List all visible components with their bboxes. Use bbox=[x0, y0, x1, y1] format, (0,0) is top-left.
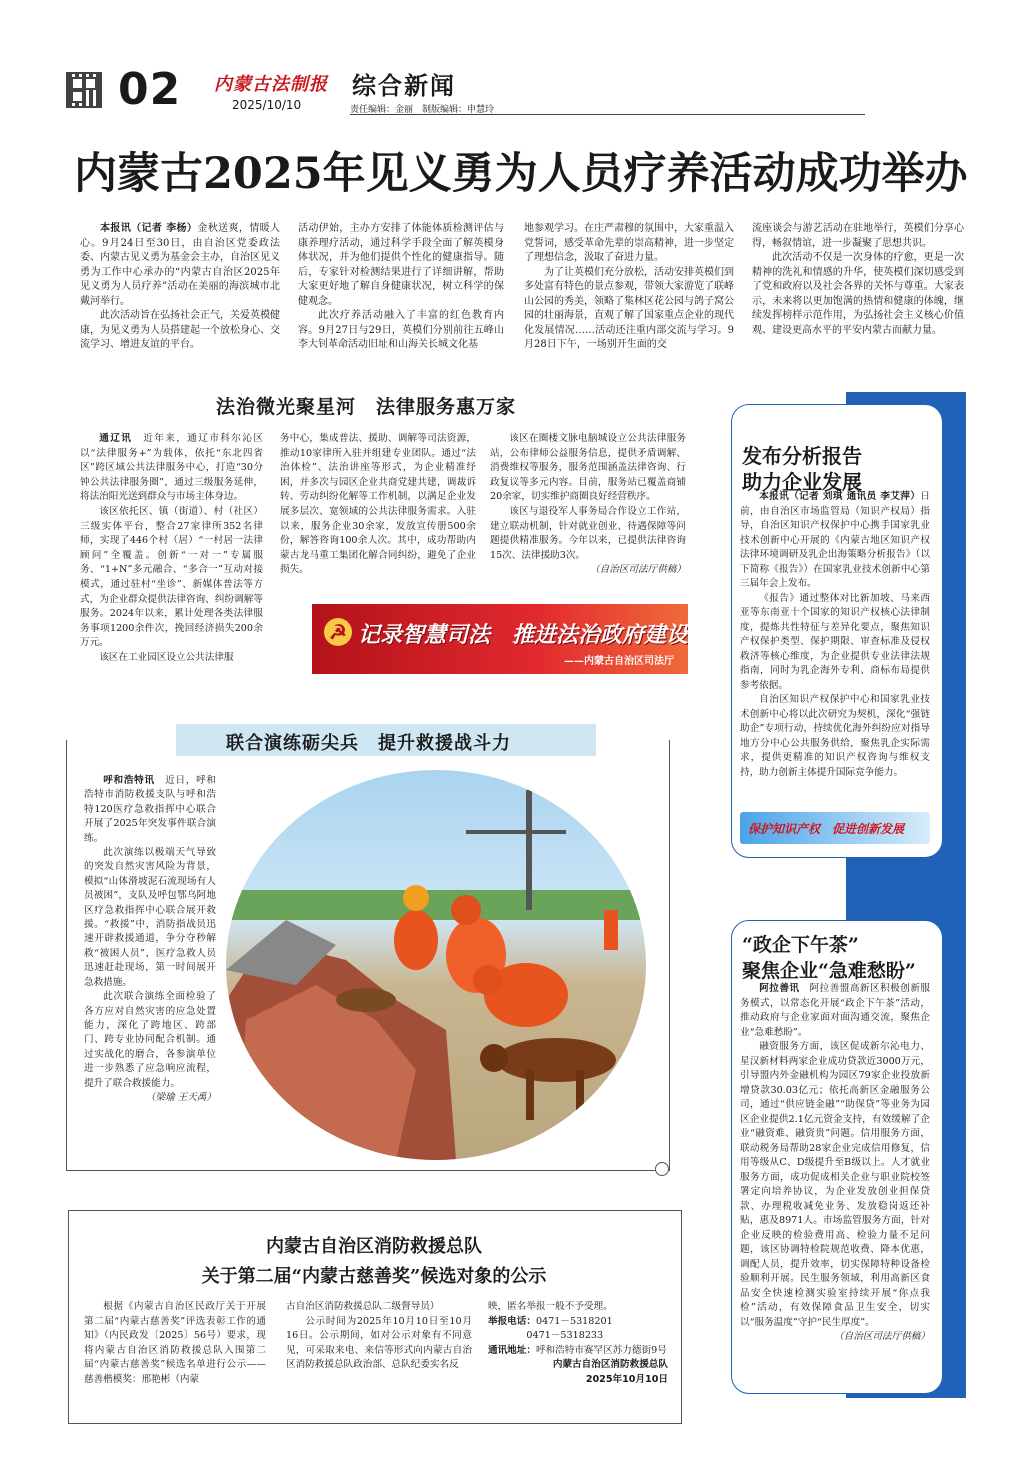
rescue-photo bbox=[226, 770, 646, 1160]
main-story-col1: 本报讯（记者 李杨）金秋送爽，情暖人心。9月24日至30日，由自治区党委政法委、内蒙古见义勇为基金会主办，自治区见义勇为工作中心承办的“内蒙古自治区2025年见义勇为人员疗养”活动在美丽的海滨城市北戴河举行。 此次活动旨在弘扬社会正气，关爱英模健康，为见义勇为人员搭建起一个放松身心、交流学习、增进友谊的平台。 bbox=[80, 223, 281, 350]
main-lead-label: 本报讯（记者 李杨） bbox=[100, 223, 198, 234]
masthead-rule bbox=[350, 114, 865, 115]
frame-knob-icon bbox=[655, 1162, 669, 1176]
tea-headline-2: 聚焦企业“急难愁盼” bbox=[742, 960, 916, 982]
report-headline-1: 发布分析报告 bbox=[742, 444, 862, 468]
law-headline: 法治微光聚星河 法律服务惠万家 bbox=[216, 396, 517, 418]
notice-phone-1: 0471－5318201 bbox=[535, 1315, 613, 1327]
report-text: 本报讯（记者 刘琪 通讯员 李艾萍）日前，由自治区市场监管局（知识产权局）指导，自治区知识产权保护中心携手国家乳业技术创新中心开展的《内蒙古地区知识产权法律环境调研及乳企出海策略分析报告》（以下简称《报告》）在国家乳业技术创新中心第三届年会上发布。 《报告》通过整体对比新加坡、马来西亚等东南亚十个国家的知识产权核心法律制度，提炼共性特征与差异化要点，聚焦知识产权保护类型、保护期限、审查标准及侵权救济等核心维度，为企业提供专业法律法规指南，同时为乳企海外专利、商标布局提供参考依据。 自治区知识产权保护中心和国家乳业技术创新中心将以此次研究为契机，深化“强链助企”专项行动，持续优化海外纠纷应对指导地方分中心公共服务供给，聚焦乳企实际需求，提供更精准的知识产权咨询与维权支持，助力创新主体提升国际竞争能力。 bbox=[740, 491, 930, 778]
law-col2: 务中心，集成普法、援助、调解等司法资源，推动10家律所入驻并组建专业团队。通过“法治体检”、法治讲座等形式，为企业精准纾困，并多次与园区企业共商党建共建，调裁诉转、劳动纠纷化解等工作机制，以满足企业发展多层次、宽领域的公共法律服务需求。入驻以来，服务企业30余家，发放宣传册500余份，解答咨询100余人次。其中，成功帮助内蒙古龙马重工集团化解合同纠纷，避免了企业损失。 bbox=[280, 433, 476, 576]
rescue-scene bbox=[226, 770, 646, 1160]
rescue-signature: （梁瑜 王天禹） bbox=[145, 1091, 216, 1103]
notice-address: 呼和浩特市赛罕区苏力德街9号 bbox=[535, 1344, 667, 1356]
rescue-text: 呼和浩特讯 近日，呼和浩特市消防救援支队与呼和浩特120医疗急救指挥中心联合开展了2025年突发事件联合演练。 此次演练以极端天气导致的突发自然灾害风险为背景，模拟“山体滑坡泥石流现场有人员被困”，支队及呼包鄂乌阿地区疗急救指挥中心联合展开救援。“救援”中，消防指战员迅速开辟救援通道，争分夺秒解救“被困人员”，医疗急救人员迅速赶赴现场，第一时间展开急救措施。 此次联合演练全面检验了各方应对自然灾害的应急处置能力，深化了跨地区、跨部门、跨专业协同配合机制。通过实战化的磨合，各参演单位进一步熟悉了应急响应流程，提升了联合救援能力。 （梁瑜 王天禹） bbox=[84, 774, 216, 1105]
law-signature: （自治区司法厅供稿） bbox=[590, 564, 686, 576]
notice-col2: 古自治区消防救援总队二级督导员） 公示时间为2025年10月10日至10月16日。公示期间，如对公示对象有不同意见，可采取来电、来信等形式向内蒙古自治区消防救援总队政治部、总队纪委实名反 bbox=[286, 1301, 472, 1371]
main-story-col4: 流座谈会与游艺活动在驻地举行，英模们分享心得，畅叙情谊，进一步凝聚了思想共识。 此次活动不仅是一次身体的疗愈，更是一次精神的洗礼和情感的升华，使英模们深切感受到了党和政府以及社会各界的关怀与尊重。大家表示，未来将以更加饱满的热情和健康的体魄，继续发挥榜样示范作用，为弘扬社会主义核心价值观、建设更高水平的平安内蒙古而献力量。 bbox=[752, 223, 964, 336]
report-banner-text: 保护知识产权 促进创新发展 bbox=[748, 822, 905, 836]
main-story-col2: 活动伊始，主办方安排了体能体质检测评估与康养理疗活动，通过科学手段全面了解英模身体状况，并为他们提供个性化的健康指导。随后，专家针对检测结果进行了详细讲解，帮助大家更好地了解自身健康状况，树立科学的保健观念。 此次疗养活动融入了丰富的红色教育内容。9月27日与29日，英模们分别前往五峰山李大钊革命活动旧址和山海关长城文化基 bbox=[298, 223, 504, 350]
tea-text: 阿拉善讯 阿拉善盟高新区积极创新服务模式，以常态化开展“政企下午茶”活动，推动政府与企业家面对面沟通交流，聚焦企业“急难愁盼”。 融资服务方面，该区促成新尔沁电力、星汉新材料两家企业成功贷款近3000万元，引导盟内外金融机构为园区79家企业投放新增贷款30.03亿元；依托高新区金融服务公司，通过“供应链金融”“助保贷”等业务为园区企业提供2.1亿元资金支持，有效缓解了企业“融资难、融资贵”问题。信用服务方面，联动税务局帮助28家企业完成信用修复，信用等级从C、D级提升至B级以上。人才就业服务方面，成功促成相关企业与职业院校签署定向培养协议，为企业发放创业担保贷款、办理税收减免业务、发放稳岗返还补贴，惠及8971人。市场监管服务方面，针对企业反映的检验费用高、检验力量不足问题，该区协调特检院规范收费、降本优惠，调配人员，提升效率，切实保障特种设备检验顺利开展。民生服务领域，利用高新区食品安全快速检测实验室持续开展“你点我检”活动，有效保障食品卫生安全，切实以“服务温度”守护“民生厚度”。 （自治区司法厅供稿） bbox=[740, 982, 930, 1345]
law-banner-sub: ——内蒙古自治区司法厅 bbox=[564, 656, 674, 667]
paper-name-logo: 内蒙古法制报 bbox=[214, 74, 328, 95]
party-emblem-icon: ☭ bbox=[324, 618, 352, 646]
issue-date: 2025/10/10 bbox=[232, 98, 302, 112]
notice-phone-2: 0471－5318233 bbox=[526, 1330, 604, 1342]
editors-line: 责任编辑：金丽 制版编辑：申慧玲 bbox=[350, 105, 495, 115]
page-number: 02 bbox=[118, 64, 182, 115]
qr-code bbox=[66, 72, 102, 108]
notice-date: 2025年10月10日 bbox=[585, 1373, 668, 1385]
law-banner-text: 记录智慧司法 推进法治政府建设 bbox=[358, 622, 688, 648]
tea-signature: （自治区司法厅供稿） bbox=[834, 1331, 930, 1342]
section-title: 综合新闻 bbox=[352, 71, 456, 100]
law-col3: 该区在圈楼文脉电脑城设立公共法律服务站，公布律师公益服务信息，提供矛盾调解、消费维权等服务，服务范围涵盖法律咨询、行政复议等多元内容。目前，服务站已覆盖商铺20余家，切实维护商圈良好经营秩序。 该区与退役军人事务局合作设立工作站，建立联动机制，针对就业创业、待遇保障等问题提供精准服务。今年以来，已提供法律咨询15次、法律援助3次。 （自治区司法厅供稿） bbox=[490, 432, 686, 578]
notice-org: 内蒙古自治区消防救援总队 bbox=[552, 1359, 668, 1371]
law-banner bbox=[312, 604, 688, 674]
law-col1: 通辽讯 近年来，通辽市科尔沁区以“法律服务+”为载体，依托“东北四省区”跨区域公共法律服务中心，打造“30分钟公共法律服务圈”，通过三级服务延伸，将法治阳光送到群众与市场主体身边。 该区依托区、镇（街道）、村（社区）三级实体平台，整合27家律所352名律师，实现了446个村（居）“一村居一法律顾问”全覆盖。创新“一对一”专属服务、“1+N”多元融合、“多合一”互动对接模式，通过驻村“坐诊”、新媒体普法等方式，为企业群众提供法律咨询、纠纷调解等服务。2024年以来，累计处理各类法律服务事项1200余件次，挽回经济损失200余万元。 该区在工业园区设立公共法律服 bbox=[80, 433, 263, 663]
notice-col1: 根据《内蒙古自治区民政厅关于开展第二届“内蒙古慈善奖”评选表彰工作的通知》（内民政发〔2025〕56号）要求，现将内蒙古自治区消防救援总队入围第二届“内蒙古慈善奖”候选名单进行公示——慈善楷模奖：邢艳彬（内蒙 bbox=[84, 1301, 266, 1385]
notice-title-1: 内蒙古自治区消防救援总队 bbox=[266, 1236, 482, 1257]
main-story-col3: 地参观学习。在庄严肃穆的氛围中，大家重温入党誓词，感受革命先辈的崇高精神，进一步坚定了理想信念，汲取了奋进力量。 为了让英模们充分放松，活动安排英模们到多处富有特色的景点参观，带领大家游览了联峰山公园的秀美，领略了集林区花公园与鸽子窝公园的壮丽海景，直观了解了国家重点企业的现代化发展情况……活动还注重内部交流与学习。9月28日下午，一场别开生面的交 bbox=[524, 223, 734, 350]
tea-headline-1: “政企下午茶” bbox=[742, 934, 859, 956]
report-banner bbox=[740, 812, 930, 844]
report-headline-2: 助力企业发展 bbox=[742, 470, 862, 494]
rescue-headline: 联合演练砺尖兵 提升救援战斗力 bbox=[226, 733, 511, 754]
notice-col3: 映，匿名举报一般不予受理。 举报电话：0471－5318201 0471－5318233 通讯地址：呼和浩特市赛罕区苏力德街9号 内蒙古自治区消防救援总队 2025年10月10日 bbox=[488, 1300, 668, 1388]
main-headline: 内蒙古2025年见义勇为人员疗养活动成功举办 bbox=[74, 149, 968, 199]
notice-title-2: 关于第二届“内蒙古慈善奖”候选对象的公示 bbox=[201, 1266, 547, 1287]
